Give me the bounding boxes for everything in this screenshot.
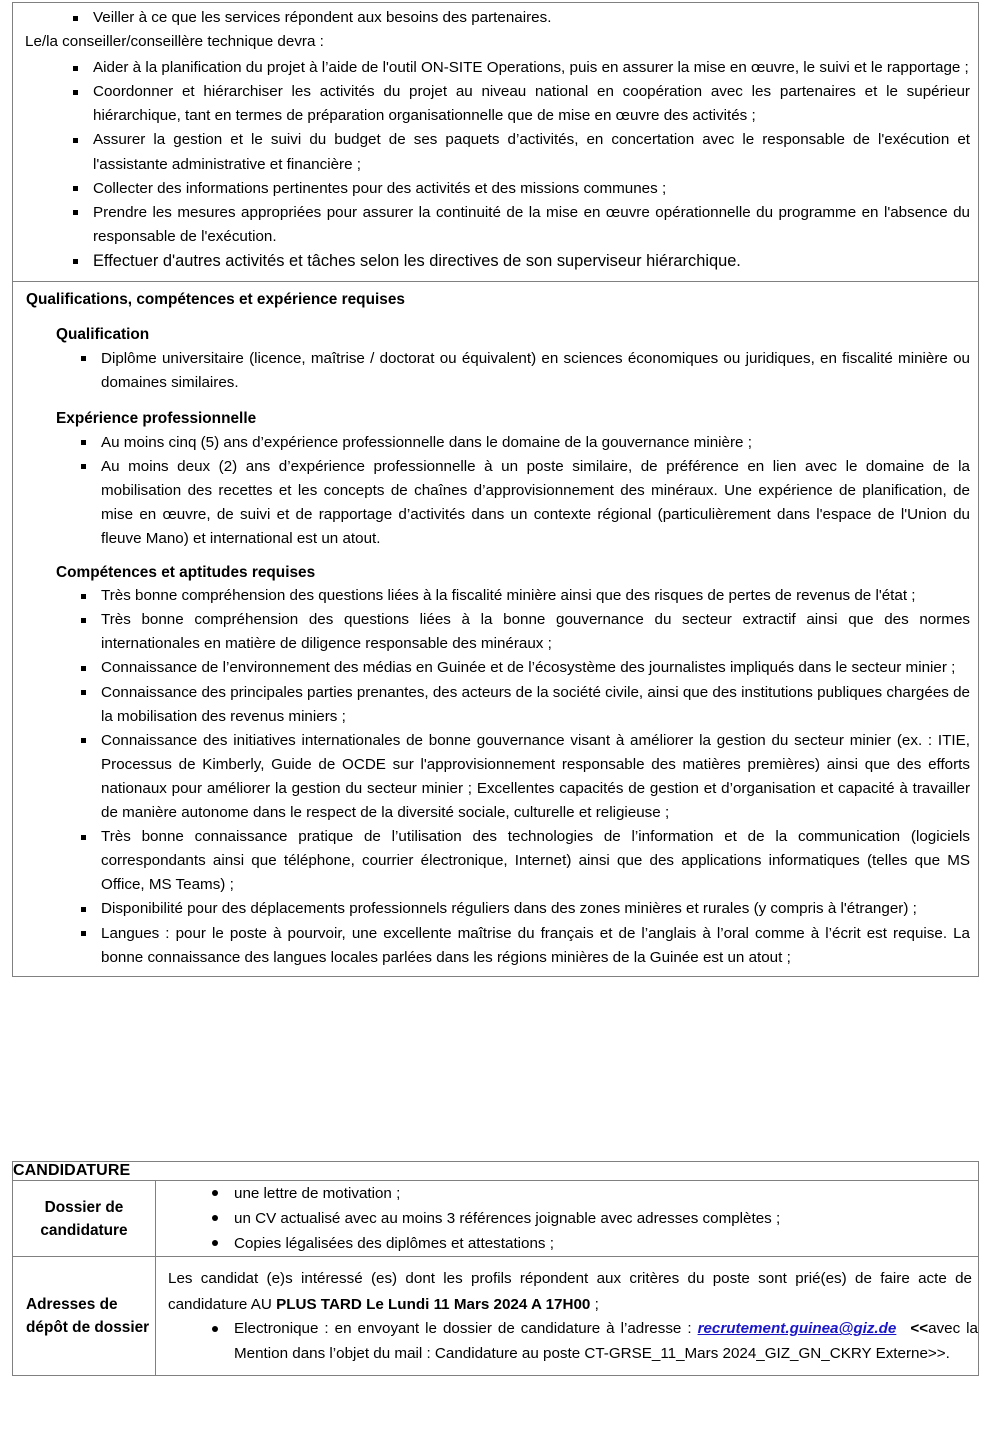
row-label-adresses: Adresses de dépôt de dossier — [13, 1257, 156, 1376]
table-row — [13, 1162, 979, 1181]
mention-subject-text: avec la Mention dans l’objet du mail : Candidature au poste CT-GRSE_11_Mars 2024_GIZ_GN_CKRY Externe>>. — [234, 1320, 978, 1362]
candidature-table-wrapper — [12, 1161, 979, 1376]
subheading-qualification: Qualification — [56, 325, 150, 343]
list-item: Au moins cinq (5) ans d’expérience professionnelle dans le domaine de la gouvernance minière ; — [21, 431, 970, 455]
row-content-dossier — [156, 1181, 979, 1257]
list-item: Très bonne connaissance pratique de l’utilisation des technologies de l’information et de la communication (logiciels correspondants ainsi que téléphone, courrier électronique, Internet) ainsi que des applications informatiques (telles que MS Office, MS Teams) ; — [21, 825, 970, 897]
list-item: Disponibilité pour des déplacements professionnels réguliers dans des zones minières et rurales (y compris à l'étranger) ; — [21, 897, 970, 921]
list-item: Connaissance des initiatives internationales de bonne gouvernance visant à améliorer la gestion du secteur minier (ex. : ITIE, Processus de Kimberly, Guide de OCDE sur l'approvisionnement responsable des matières premières) ainsi que des efforts nationaux pour améliorer la gestion du secteur minier ; Excellentes capacités de gestion et d’organisation et capacité à travailler de manière autonome dans le respect de la diversité sociale, culturelle et religieuse ; — [21, 729, 970, 825]
deadline-paragraph — [156, 1266, 978, 1317]
subheading-experience: Expérience professionnelle — [56, 409, 257, 427]
deadline-text-post: ; — [590, 1295, 599, 1313]
list-item: Assurer la gestion et le suivi du budget de ses paquets d’activités, en concertation avec le responsable de l'exécution et l'assistante administrative et financière ; — [21, 128, 970, 176]
skills-list — [21, 584, 970, 970]
list-item: une lettre de motivation ; — [156, 1181, 978, 1206]
table-row — [13, 1181, 979, 1257]
qualifications-section — [13, 281, 978, 976]
list-item: Connaissance des principales parties prenantes, des acteurs de la société civile, ainsi que des institutions publiques chargées de la mobilisation des revenus miniers ; — [21, 681, 970, 729]
lead-in-text: Le/la conseiller/conseillère technique devra : — [25, 33, 324, 51]
email-link[interactable]: recrutement.guinea@giz.de — [697, 1320, 897, 1338]
job-description-table — [12, 2, 979, 977]
list-item: Langues : pour le poste à pourvoir, une excellente maîtrise du français et de l’anglais à l’oral comme à l’écrit est requise. La bonne connaissance des langues locales parlées dans les régions minières de la Guinée est un atout ; — [21, 922, 970, 970]
list-item: Connaissance de l’environnement des médias en Guinée et de l’écosystème des journalistes impliqués dans le secteur minier ; — [21, 656, 970, 680]
qualifications-title: Qualifications, compétences et expérience requises — [26, 290, 405, 308]
deadline-text-pre: Les candidat (e)s intéressé (es) dont les profils répondent aux critères du poste sont prié(es) de faire acte de candidature AU — [168, 1270, 972, 1313]
electronic-submission-text: Electronique : en envoyant le dossier de candidature à l’adresse : — [234, 1320, 698, 1338]
list-item: Très bonne compréhension des questions liées à la fiscalité minière ainsi que des risques de pertes de revenus de l'état ; — [21, 584, 970, 608]
row-content-adresses — [156, 1257, 979, 1376]
submission-channel-list — [156, 1317, 978, 1366]
table-row — [13, 1257, 979, 1376]
responsibilities-section — [13, 3, 978, 281]
list-item: Prendre les mesures appropriées pour assurer la continuité de la mise en œuvre opérationnelle du programme en l'absence du responsable de l'exécution. — [21, 201, 970, 249]
mention-open-marker: << — [910, 1320, 929, 1338]
duties-list — [21, 56, 970, 274]
list-item: Veiller à ce que les services répondent aux besoins des partenaires. — [21, 6, 970, 30]
row-label-dossier: Dossier de candidature — [13, 1181, 156, 1257]
list-item: Effectuer d'autres activités et tâches selon les directives de son superviseur hiérarchique. — [21, 249, 970, 275]
dossier-items-list — [156, 1181, 978, 1256]
list-item — [156, 1317, 978, 1366]
candidature-title-cell: CANDIDATURE — [13, 1162, 979, 1181]
subheading-skills: Compétences et aptitudes requises — [56, 564, 316, 582]
deadline-date-bold: PLUS TARD Le Lundi 11 Mars 2024 A 17H00 — [276, 1295, 591, 1313]
list-item: Au moins deux (2) ans d’expérience professionnelle à un poste similaire, de préférence en lien avec le domaine de la mobilisation des recettes et les concepts de chaînes d’approvisionnement des minéraux. Une expérience de planification, de mise en œuvre, de suivi et de rapportage d’activités dans un contexte régional (particulièrement dans l'espace de l'Union du fleuve Mano) et international est un atout. — [21, 455, 970, 551]
qualification-list — [21, 347, 970, 395]
list-item: Copies légalisées des diplômes et attestations ; — [156, 1231, 978, 1256]
list-item: Collecter des informations pertinentes pour des activités et des missions communes ; — [21, 177, 970, 201]
experience-list — [21, 431, 970, 551]
list-item: Très bonne compréhension des questions liées à la bonne gouvernance du secteur extractif ainsi que des normes internationales en matière de diligence responsable des minéraux ; — [21, 608, 970, 656]
list-item: Coordonner et hiérarchiser les activités du projet au niveau national en coopération avec les partenaires et le supérieur hiérarchique, tant en termes de préparation organisationnelle que de mise en œuvre des activités ; — [21, 80, 970, 128]
list-item: Diplôme universitaire (licence, maîtrise / doctorat ou équivalent) en sciences économiques ou juridiques, en fiscalité minière ou domaines similaires. — [21, 347, 970, 395]
list-item: un CV actualisé avec au moins 3 références joignable avec adresses complètes ; — [156, 1206, 978, 1231]
list-item: Aider à la planification du projet à l’aide de l'outil ON-SITE Operations, puis en assurer la mise en œuvre, le suivi et le rapportage ; — [21, 56, 970, 80]
candidature-table — [12, 1161, 979, 1376]
first-bullet-list — [21, 6, 970, 30]
